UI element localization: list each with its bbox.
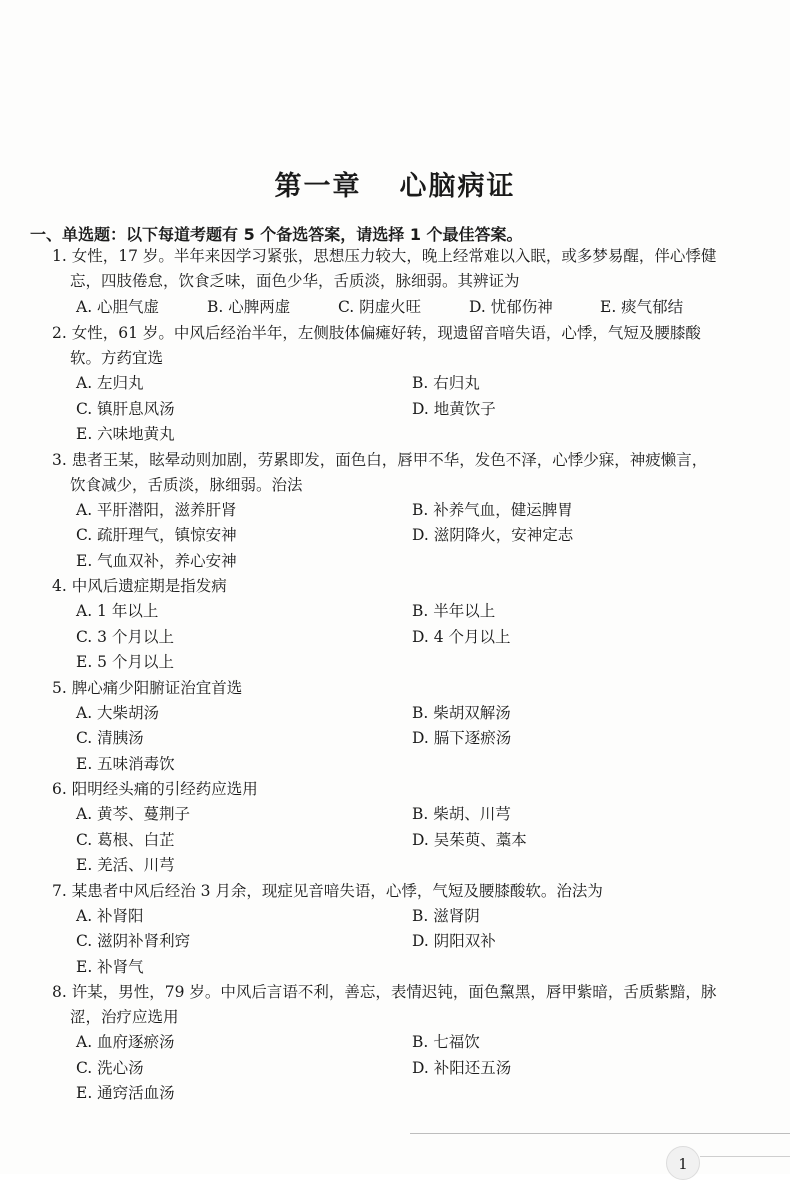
footer-divider — [410, 1133, 790, 1134]
option-row — [0, 726, 790, 752]
option-a: A. 黄芩、蔓荆子 — [76, 805, 191, 823]
question-7 — [0, 879, 790, 981]
option-row — [0, 955, 790, 981]
question-stem: 8. 许某，男性，79 岁。中风后言语不利，善忘，表情迟钝，面色黧黑，唇甲紫暗，舌质紫黯，脉涩，治疗应选用 — [52, 983, 717, 1026]
chapter-name: 心脑病证 — [399, 171, 516, 202]
option-b: B. 七福饮 — [412, 1033, 480, 1051]
option-row — [0, 371, 790, 397]
option-c: C. 3 个月以上 — [76, 627, 174, 646]
option-a: A. 大柴胡汤 — [76, 703, 160, 722]
option-c: C. 阴虚火旺 — [338, 298, 422, 316]
option-d: D. 4 个月以上 — [412, 627, 511, 646]
option-b: B. 补养气血，健运脾胃 — [412, 500, 573, 519]
option-e: E. 气血双补，养心安神 — [76, 551, 237, 570]
chapter-title — [0, 164, 790, 203]
option-row — [0, 1030, 790, 1056]
option-row — [0, 397, 790, 423]
option-row — [0, 523, 790, 549]
footer-divider-right — [700, 1156, 790, 1157]
option-d: D. 膈下逐瘀汤 — [412, 729, 512, 747]
option-e: E. 五味消毒饮 — [76, 754, 175, 773]
option-b: B. 柴胡双解汤 — [412, 703, 511, 722]
option-row — [0, 904, 790, 930]
option-b: B. 柴胡、川芎 — [412, 805, 511, 823]
option-e: E. 5 个月以上 — [76, 653, 174, 671]
option-row — [0, 650, 790, 676]
question-stem: 1. 女性，17 岁。半年来因学习紧张，思想压力较大，晚上经常难以入眠，或多梦易醒，伴心悸健忘，四肢倦怠，饮食乏味，面色少华，舌质淡，脉细弱。其辨证为 — [52, 247, 717, 290]
option-a: A. 心胆气虚 — [76, 298, 160, 316]
option-d: D. 吴茱萸、藁本 — [412, 830, 527, 849]
option-a: A. 左归丸 — [76, 374, 144, 392]
question-stem: 3. 患者王某，眩晕动则加剧，劳累即发，面色白，唇甲不华，发色不泽，心悸少寐，神疲懒言，饮食减少，舌质淡，脉细弱。治法 — [52, 450, 708, 494]
option-b: B. 右归丸 — [412, 374, 480, 392]
option-a: A. 血府逐瘀汤 — [76, 1033, 175, 1051]
option-row — [0, 1056, 790, 1082]
option-e: E. 补肾气 — [76, 957, 144, 976]
option-b: B. 心脾两虚 — [207, 298, 291, 316]
question-stem: 6. 阳明经头痛的引经药应选用 — [52, 780, 258, 798]
option-b: B. 半年以上 — [412, 602, 496, 620]
option-row — [0, 752, 790, 778]
question-stem: 5. 脾心痛少阳腑证治宜首选 — [52, 678, 243, 697]
option-e: E. 羌活、川芎 — [76, 856, 175, 874]
option-row — [0, 701, 790, 727]
option-e: E. 六味地黄丸 — [76, 425, 175, 443]
option-d: D. 阴阳双补 — [412, 932, 496, 950]
question-3 — [0, 448, 790, 575]
option-a: A. 补肾阳 — [76, 906, 144, 925]
option-a: A. 平肝潜阳，滋养肝肾 — [76, 500, 237, 519]
option-d: D. 补阳还五汤 — [412, 1058, 512, 1077]
option-row — [0, 802, 790, 828]
question-list — [0, 244, 790, 1107]
option-c: C. 洗心汤 — [76, 1058, 144, 1077]
question-8 — [0, 980, 790, 1107]
option-row — [0, 422, 790, 448]
page-number: 1 — [666, 1146, 700, 1180]
option-row — [0, 294, 790, 321]
option-c: C. 滋阴补肾利窍 — [76, 932, 191, 950]
option-row — [0, 1081, 790, 1107]
question-2 — [0, 321, 790, 448]
option-row — [0, 929, 790, 955]
question-4 — [0, 574, 790, 676]
option-row — [0, 549, 790, 575]
option-c: C. 清胰汤 — [76, 729, 144, 747]
option-a: A. 1 年以上 — [76, 602, 159, 620]
option-c: C. 疏肝理气，镇惊安神 — [76, 526, 237, 544]
section-heading: 一、单选题：以下每道考题有 5 个备选答案，请选择 1 个最佳答案。 — [30, 225, 523, 244]
option-row — [0, 828, 790, 854]
option-c: C. 葛根、白芷 — [76, 830, 175, 849]
option-row — [0, 599, 790, 625]
question-5 — [0, 676, 790, 778]
question-stem: 4. 中风后遗症期是指发病 — [52, 577, 227, 595]
question-stem: 7. 某患者中风后经治 3 月余，现症见音喑失语，心悸，气短及腰膝酸软。治法为 — [52, 881, 603, 900]
option-d: D. 地黄饮子 — [412, 399, 496, 418]
option-d: D. 滋阴降火，安神定志 — [412, 526, 574, 544]
option-row — [0, 498, 790, 524]
question-stem: 2. 女性，61 岁。中风后经治半年，左侧肢体偏瘫好转，现遗留音喑失语，心悸，气短及腰膝酸软。方药宜选 — [52, 324, 701, 367]
question-6 — [0, 777, 790, 879]
question-1 — [0, 244, 790, 321]
option-b: B. 滋肾阴 — [412, 906, 480, 925]
option-c: C. 镇肝息风汤 — [76, 399, 175, 418]
option-e: E. 通窍活血汤 — [76, 1084, 175, 1102]
option-d: D. 忧郁伤神 — [469, 298, 553, 316]
option-row — [0, 625, 790, 651]
option-e: E. 痰气郁结 — [600, 298, 684, 316]
chapter-number: 第一章 — [274, 171, 362, 202]
option-row — [0, 853, 790, 879]
